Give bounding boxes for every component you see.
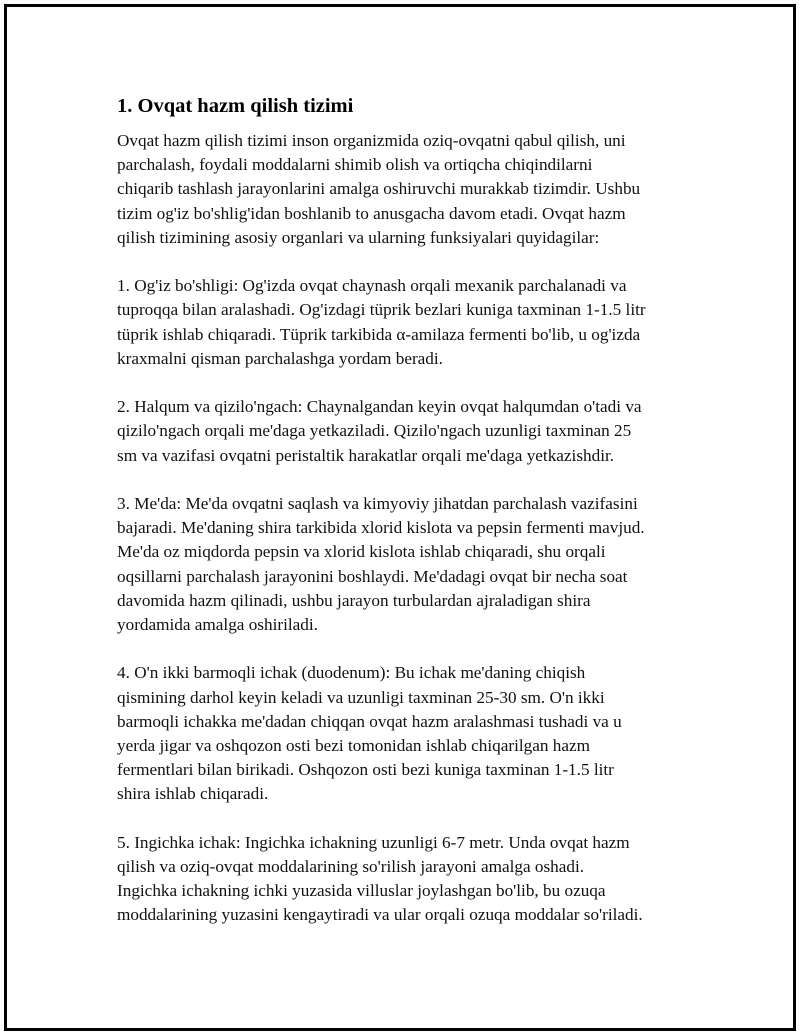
document-body xyxy=(114,92,689,952)
paragraph-oral-cavity: 1. Og'iz bo'shligi: Og'izda ovqat chaynash orqali mexanik parchalanadi va tuproqqa bilan aralashadi. Og'izdagi tüprik bezlari kuniga taxminan 1-1.5 litr tüprik ishlab chiqaradi. Tüprik tarkibida α-amilaza fermenti bo'lib, u og'izda kraxmalni qisman parchalashga yordam beradi. xyxy=(117,276,646,368)
paragraph-duodenum: 4. O'n ikki barmoqli ichak (duodenum): Bu ichak me'daning chiqish qismining darhol keyin keladi va uzunligi taxminan 25-30 sm. O'n ikki barmoqli ichakka me'dadan chiqqan ovqat hazm aralashmasi tushadi va u yerda jigar va oshqozon osti bezi tomonidan ishlab chiqarilgan hazm fermentlari bilan birikadi. Oshqozon osti bezi kuniga taxminan 1-1.5 litr shira ishlab chiqaradi. xyxy=(117,663,622,804)
paragraph-stomach: 3. Me'da: Me'da ovqatni saqlash va kimyoviy jihatdan parchalash vazifasini bajaradi. Me'daning shira tarkibida xlorid kislota va pepsin fermenti mavjud. Me'da oz miqdorda pepsin va xlorid kislota ishlab chiqaradi, shu orqali oqsillarni parchalash jarayonini boshlaydi. Me'dadagi ovqat bir necha soat davomida hazm qilinadi, ushbu jarayon turbulardan ajraladigan shira yordamida amalga oshiriladi. xyxy=(117,494,645,635)
paragraph-small-intestine: 5. Ingichka ichak: Ingichka ichakning uzunligi 6-7 metr. Unda ovqat hazm qilish va oziq-ovqat moddalarining so'rilish jarayoni amalga oshadi. Ingichka ichakning ichki yuzasida villuslar joylashgan bo'lib, bu ozuqa moddalarining yuzasini kengaytiradi va ular orqali ozuqa moddalar so'riladi. xyxy=(117,832,643,925)
document-title: 1. Ovqat hazm qilish tizimi xyxy=(117,95,354,117)
paragraph-pharynx-esophagus: 2. Halqum va qizilo'ngach: Chaynalgandan keyin ovqat halqumdan o'tadi va qizilo'ngach orqali me'daga yetkaziladi. Qizilo'ngach uzunligi taxminan 25 sm va vazifasi ovqatni peristaltik harakatlar orqali me'daga yetkazishdir. xyxy=(117,397,642,465)
intro-paragraph: Ovqat hazm qilish tizimi inson organizmida oziq-ovqatni qabul qilish, uni parchalash, foydali moddalarni shimib olish va ortiqcha chiqindilarni chiqarib tashlash jarayonlarini amalga oshiruvchi murakkab tizimdir. Ushbu tizim og'iz bo'shlig'idan boshlanib to anusgacha davom etadi. Ovqat hazm qilish tizimining asosiy organlari va ularning funksiyalari quyidagilar: xyxy=(117,131,641,247)
